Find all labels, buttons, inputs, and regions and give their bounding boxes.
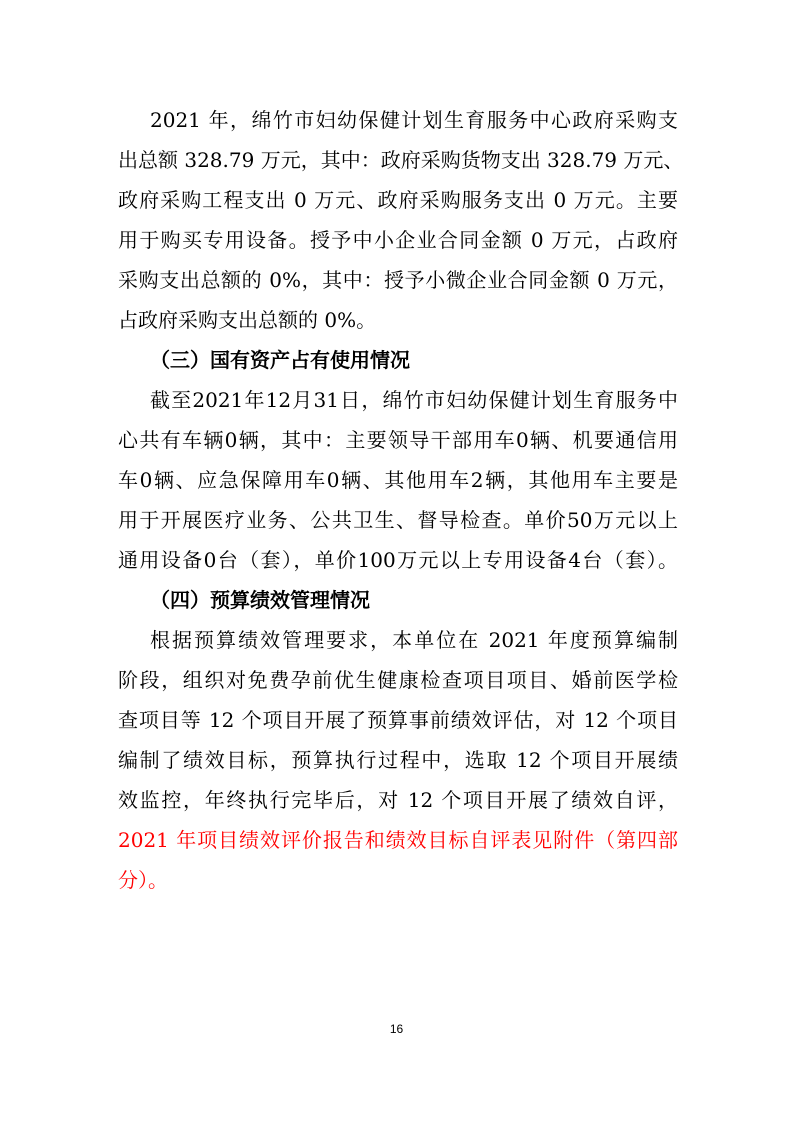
- paragraph-line: 占政府采购支出总额的 0%。: [118, 308, 377, 332]
- paragraph-line: 用于开展医疗业务、公共卫生、督导检查。单价50万元以上: [118, 508, 678, 532]
- highlighted-note-line: 分）。: [118, 868, 168, 892]
- section-heading-assets: （三）国有资产占有使用情况: [150, 348, 410, 372]
- paragraph-line: 查项目等 12 个项目开展了预算事前绩效评估，对 12 个项目: [118, 708, 678, 732]
- assets-paragraph: [118, 380, 678, 580]
- procurement-paragraph: [118, 100, 684, 340]
- paragraph-line: 效监控，年终执行完毕后，对 12 个项目开展了绩效自评，: [118, 788, 678, 812]
- document-body: [118, 100, 684, 900]
- section-heading-performance: （四）预算绩效管理情况: [150, 588, 370, 612]
- page-number: 16: [389, 1022, 404, 1036]
- paragraph-line: 出总额 328.79 万元，其中：政府采购货物支出 328.79 万元、: [118, 148, 684, 172]
- paragraph-line: 2021 年，绵竹市妇幼保健计划生育服务中心政府采购支: [150, 108, 678, 132]
- paragraph-line: 用于购买专用设备。授予中小企业合同金额 0 万元，占政府: [118, 228, 678, 252]
- performance-paragraph: [118, 620, 678, 900]
- paragraph-line: 通用设备0台（套），单价100万元以上专用设备4台（套）。: [118, 548, 678, 572]
- paragraph-line: 车0辆、应急保障用车0辆、其他用车2辆，其他用车主要是: [118, 468, 678, 492]
- paragraph-line: 阶段，组织对免费孕前优生健康检查项目项目、婚前医学检: [118, 668, 678, 692]
- paragraph-line: 心共有车辆0辆，其中：主要领导干部用车0辆、机要通信用: [118, 428, 678, 452]
- highlighted-note-line: 2021 年项目绩效评价报告和绩效目标自评表见附件（第四部: [118, 828, 678, 852]
- paragraph-line: 采购支出总额的 0%，其中：授予小微企业合同金额 0 万元，: [118, 268, 678, 292]
- paragraph-line: 截至2021年12月31日，绵竹市妇幼保健计划生育服务中: [150, 388, 678, 412]
- paragraph-line: 编制了绩效目标，预算执行过程中，选取 12 个项目开展绩: [118, 748, 678, 772]
- paragraph-line: 根据预算绩效管理要求，本单位在 2021 年度预算编制: [150, 628, 678, 652]
- paragraph-line: 政府采购工程支出 0 万元、政府采购服务支出 0 万元。主要: [118, 188, 678, 212]
